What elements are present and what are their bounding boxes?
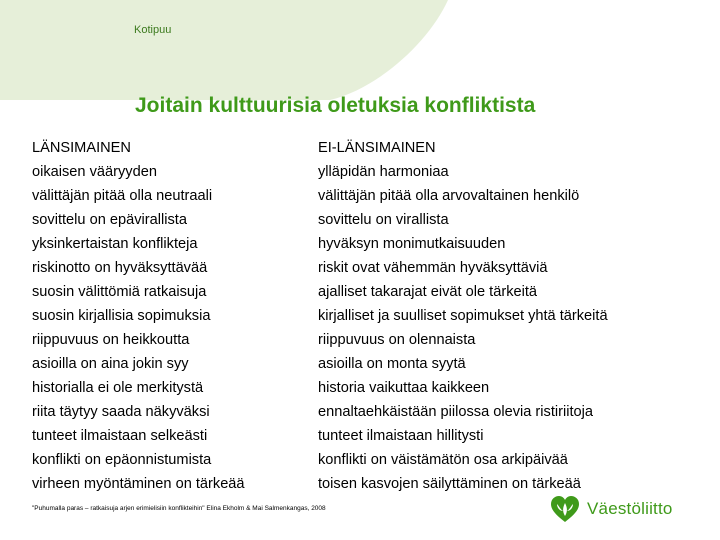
- heart-leaf-icon: [548, 494, 582, 524]
- non-western-column: [318, 136, 608, 496]
- western-column: [32, 136, 245, 496]
- western-heading: LÄNSIMAINEN: [32, 140, 131, 156]
- non-western-item: konflikti on väistämätön osa arkipäivää: [318, 452, 568, 468]
- western-item: asioilla on aina jokin syy: [32, 356, 189, 372]
- western-item: riita täytyy saada näkyväksi: [32, 404, 210, 420]
- western-item: suosin välittömiä ratkaisuja: [32, 284, 207, 300]
- non-western-item: historia vaikuttaa kaikkeen: [318, 380, 490, 396]
- non-western-item: hyväksyn monimutkaisuuden: [318, 236, 506, 252]
- non-western-item: ennaltaehkäistään piilossa olevia ristiriitoja: [318, 404, 594, 420]
- non-western-item: asioilla on monta syytä: [318, 356, 466, 372]
- western-item: riskinotto on hyväksyttävää: [32, 260, 208, 276]
- header-label: Kotipuu: [134, 24, 172, 36]
- source-footnote: "Puhumalla paras – ratkaisuja arjen erimielisiin konflikteihin" Elina Ekholm & Mai Salmenkangas, 2008: [32, 505, 326, 512]
- non-western-item: riippuvuus on olennaista: [318, 332, 476, 348]
- slide-title: Joitain kulttuurisia oletuksia konfliktista: [135, 94, 536, 117]
- non-western-item: sovittelu on virallista: [318, 212, 449, 228]
- western-item: oikaisen vääryyden: [32, 164, 157, 180]
- logo-text: Väestöliitto: [587, 499, 673, 518]
- non-western-item: riskit ovat vähemmän hyväksyttäviä: [318, 260, 548, 276]
- western-item: yksinkertaistan konflikteja: [32, 236, 198, 252]
- vaestoliitto-logo: [548, 494, 673, 524]
- non-western-item: toisen kasvojen säilyttäminen on tärkeää: [318, 476, 581, 492]
- non-western-item: kirjalliset ja suulliset sopimukset yhtä tärkeitä: [318, 308, 608, 324]
- western-item: suosin kirjallisia sopimuksia: [32, 308, 211, 324]
- non-western-item: ylläpidän harmoniaa: [318, 164, 449, 180]
- non-western-item: ajalliset takarajat eivät ole tärkeitä: [318, 284, 538, 300]
- western-item: historialla ei ole merkitystä: [32, 380, 204, 396]
- non-western-item: tunteet ilmaistaan hillitysti: [318, 428, 484, 444]
- western-item: virheen myöntäminen on tärkeää: [32, 476, 245, 492]
- western-item: riippuvuus on heikkoutta: [32, 332, 190, 348]
- western-item: konflikti on epäonnistumista: [32, 452, 212, 468]
- western-item: sovittelu on epävirallista: [32, 212, 187, 228]
- western-item: tunteet ilmaistaan selkeästi: [32, 428, 208, 444]
- non-western-heading: EI-LÄNSIMAINEN: [318, 140, 436, 156]
- western-item: välittäjän pitää olla neutraali: [32, 188, 213, 204]
- non-western-item: välittäjän pitää olla arvovaltainen henkilö: [318, 188, 580, 204]
